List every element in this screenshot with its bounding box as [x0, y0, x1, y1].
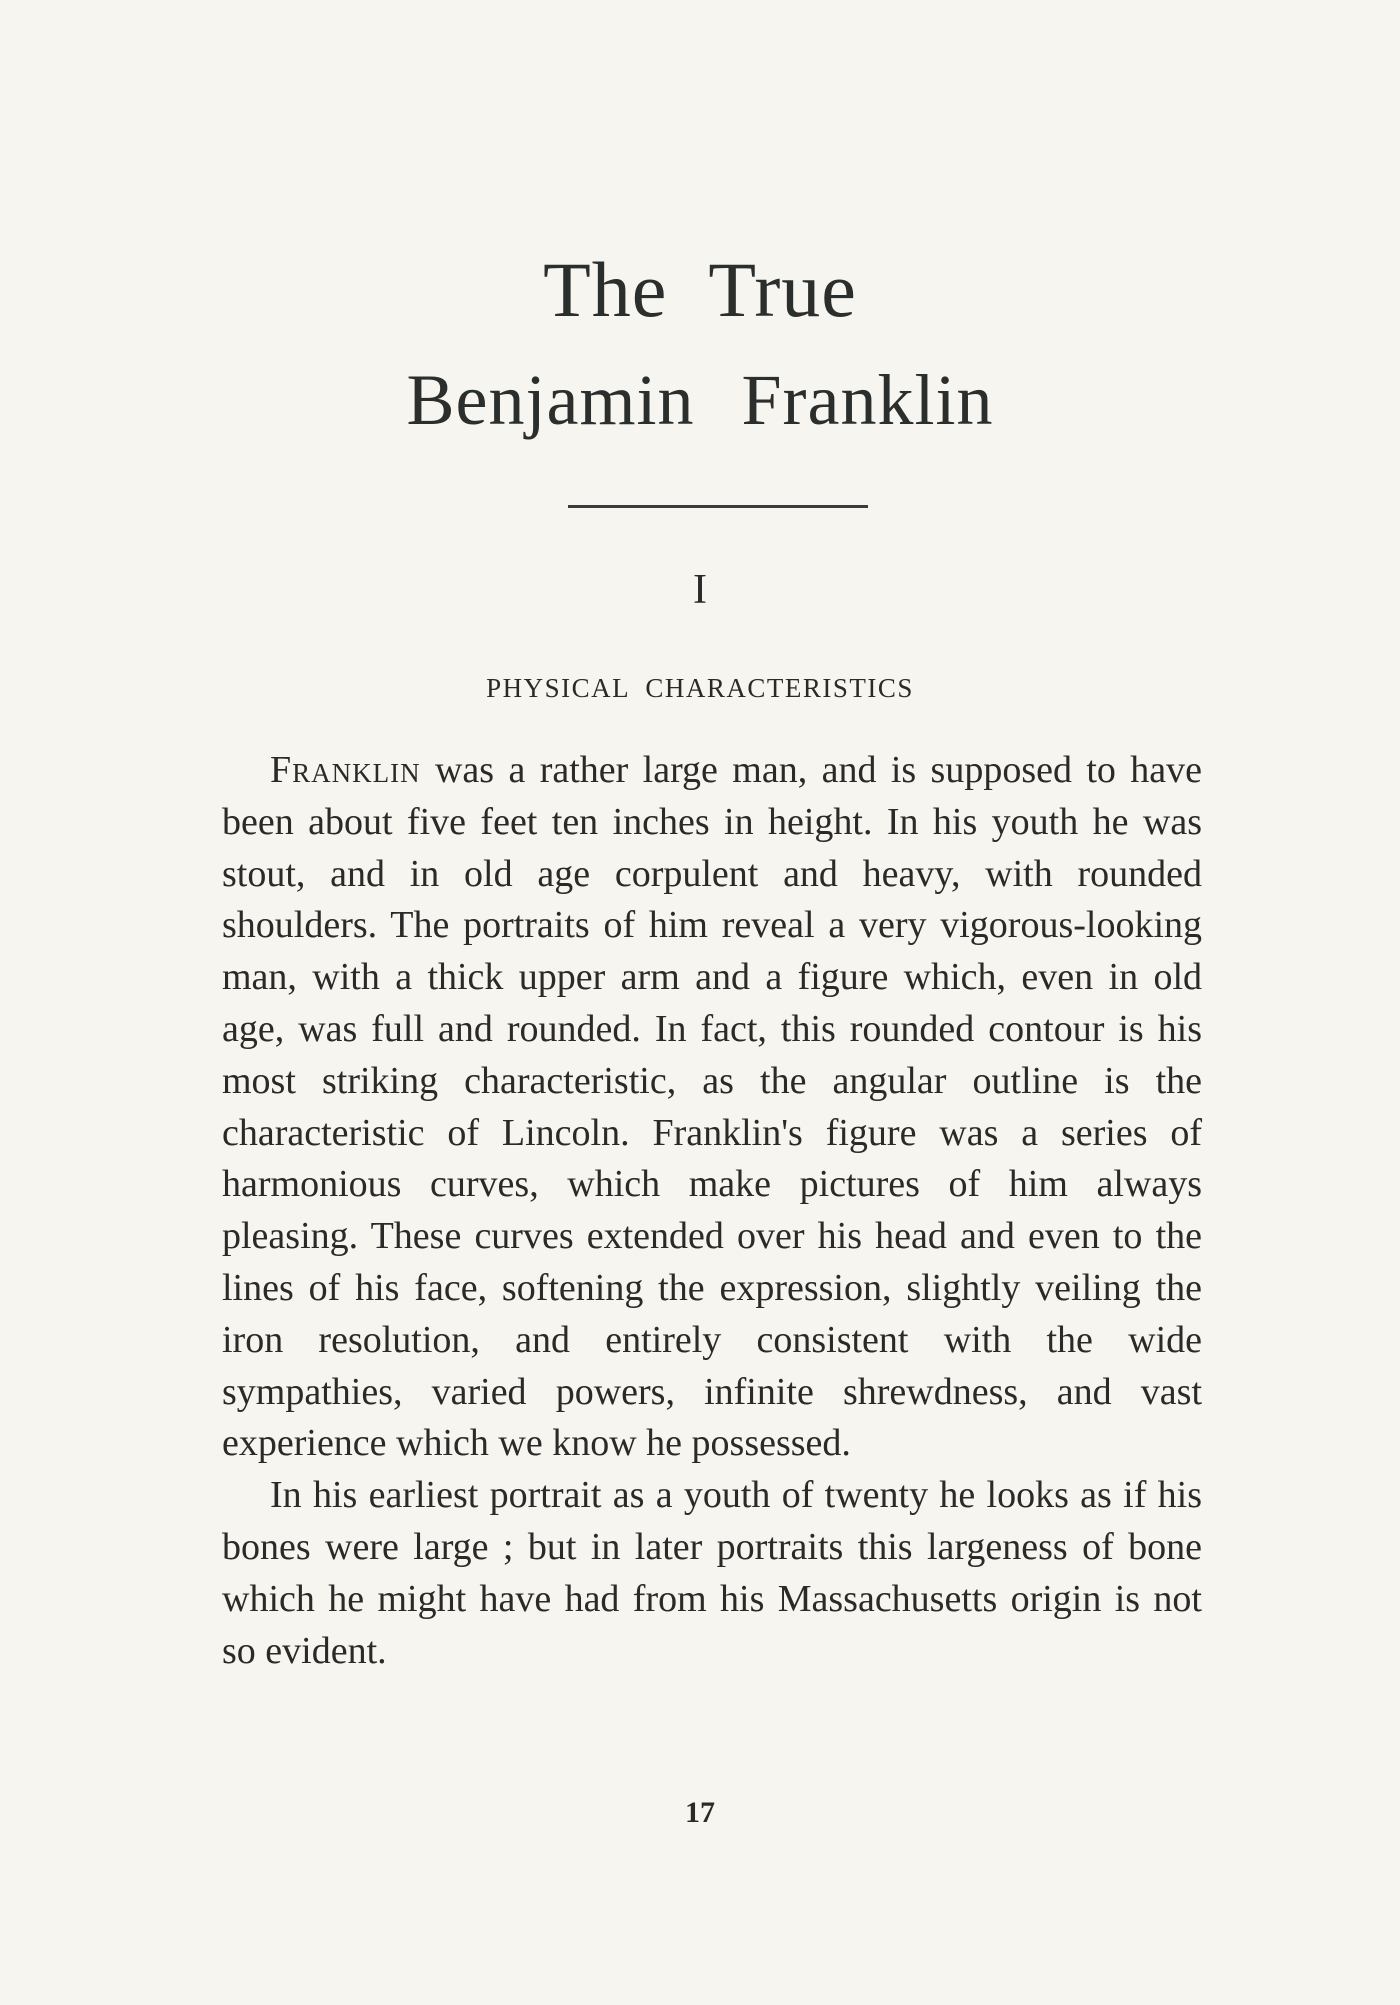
- book-title-line-2: Benjamin Franklin: [406, 360, 994, 440]
- book-title-line-1: The True: [543, 246, 857, 333]
- paragraph-2: [222, 1470, 1202, 1677]
- page-number: 17: [685, 1796, 715, 1829]
- paragraph-lead-word: Franklin: [270, 749, 421, 791]
- paragraph-2-text: In his earliest portrait as a youth of twenty he looks as if his bones were large ; but in later portraits this largeness of bone which he might have had from his Massachusetts origin is not so evident.: [222, 1474, 1202, 1672]
- body-text: [222, 745, 1202, 1677]
- chapter-title: PHYSICAL CHARACTERISTICS: [486, 673, 914, 703]
- paragraph-1-text: was a rather large man, and is supposed to have been about five feet ten inches in height. In his youth he was stout, and in old age corpulent and heavy, with rounded shoulders. The portraits of him reveal a very vigorous-looking man, with a thick upper arm and a figure which, even in old age, was full and rounded. In fact, this rounded contour is his most striking characteristic, as the angular outline is the characteristic of Lincoln. Franklin's figure was a series of harmonious curves, which make pictures of him always pleasing. These curves extended over his head and even to the lines of his face, softening the expression, slightly veiling the iron resolution, and entirely consistent with the wide sympathies, varied powers, infinite shrewdness, and vast experience which we know he possessed.: [222, 749, 1202, 1465]
- chapter-number: I: [693, 567, 707, 613]
- paragraph-1: [222, 745, 1202, 1470]
- title-divider-rule: [568, 505, 868, 508]
